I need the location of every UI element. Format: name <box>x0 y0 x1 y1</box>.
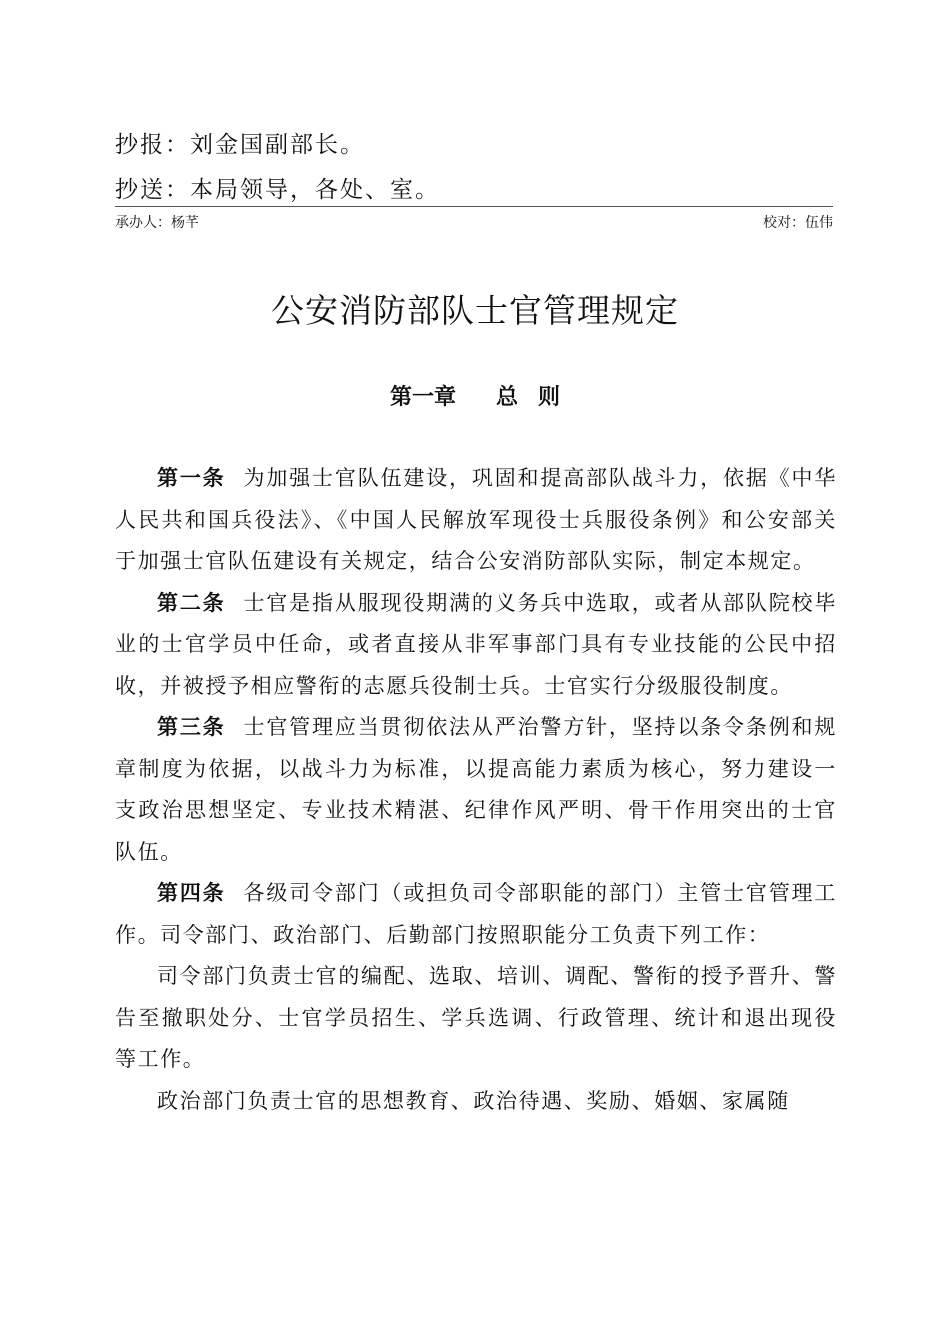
cc-report-line: 抄报：刘金国副部长。 <box>115 132 365 158</box>
document-body <box>115 458 837 1122</box>
article-text: 士官管理应当贯彻依法从严治警方针，坚持以条令条例和规章制度为依据，以战斗力为标准，以提高能力素质为核心，努力建设一支政治思想坚定、专业技术精湛、纪律作风严明、骨干作用突出的士官队伍。 <box>115 715 837 864</box>
article-3 <box>115 707 837 873</box>
article-2 <box>115 583 837 708</box>
cc-send-line: 抄送：本局领导，各处、室。 <box>115 177 440 203</box>
chapter-name-part2: 则 <box>538 385 561 410</box>
article-label: 第四条 <box>157 881 226 905</box>
paragraph-political-duties: 政治部门负责士官的思想教育、政治待遇、奖励、婚姻、家属随 <box>157 1088 790 1113</box>
chapter-number: 第一章 <box>389 385 456 410</box>
chapter-heading <box>0 380 950 411</box>
article-label: 第一条 <box>157 466 226 490</box>
proofreader-label: 校对：伍伟 <box>763 215 833 231</box>
article-text: 为加强士官队伍建设，巩固和提高部队战斗力，依据《中华人民共和国兵役法》、《中国人民解放军现役士兵服役条例》和公安部关于加强士官队伍建设有关规定，结合公安消防部队实际，制定本规定。 <box>115 466 837 573</box>
header-divider <box>115 206 833 207</box>
article-4 <box>115 873 837 956</box>
handler-row <box>115 212 833 232</box>
handler-label: 承办人：杨芊 <box>115 215 199 231</box>
article-label: 第三条 <box>157 715 226 739</box>
article-1 <box>115 458 837 583</box>
paragraph-command-duties: 司令部门负责士官的编配、选取、培训、调配、警衔的授予晋升、警告至撤职处分、士官学员招生、学兵选调、行政管理、统计和退出现役等工作。 <box>115 964 837 1071</box>
article-text: 士官是指从服现役期满的义务兵中选取，或者从部队院校毕业的士官学员中任命，或者直接从非军事部门具有专业技能的公民中招收，并被授予相应警衔的志愿兵役制士兵。士官实行分级服役制度。 <box>115 590 837 698</box>
article-label: 第二条 <box>157 590 226 615</box>
chapter-name-part1: 总 <box>495 385 518 410</box>
document-title: 公安消防部队士官管理规定 <box>271 291 679 330</box>
article-text: 各级司令部门（或担负司令部职能的部门）主管士官管理工作。司令部门、政治部门、后勤部门按照职能分工负责下列工作： <box>115 881 837 947</box>
